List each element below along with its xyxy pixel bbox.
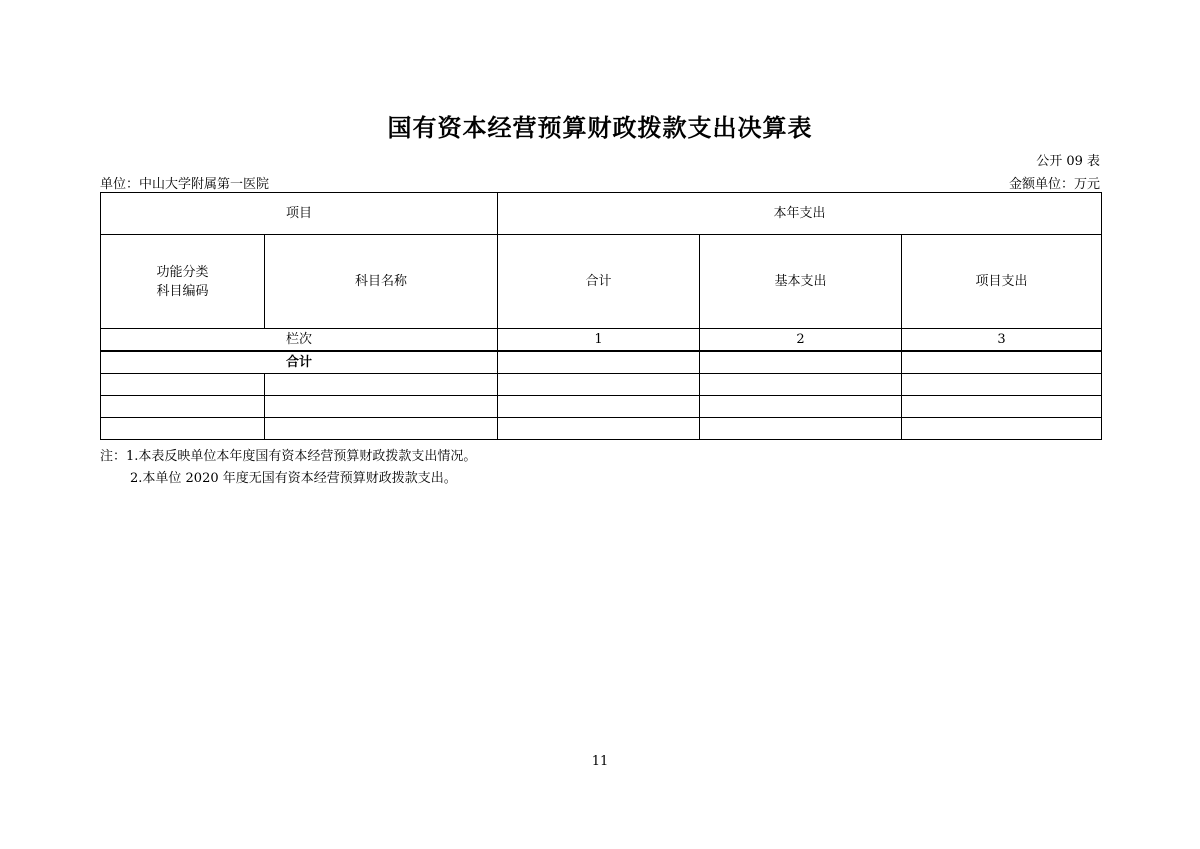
- sum-project-cell: [902, 351, 1102, 374]
- sum-row: [101, 351, 1102, 374]
- table-row: [101, 374, 1102, 396]
- expenditure-table: [100, 192, 1102, 440]
- header-item: 项目: [101, 193, 498, 235]
- note-2: 2.本单位 2020 年度无国有资本经营预算财政拨款支出。: [130, 471, 457, 486]
- notes: [100, 446, 476, 490]
- header-basic: 基本支出: [700, 235, 902, 329]
- header-project: 项目支出: [902, 235, 1102, 329]
- func-class-line2: 科目编码: [156, 283, 209, 299]
- header-current-year: 本年支出: [498, 193, 1102, 235]
- col-index-3: 3: [902, 329, 1102, 352]
- unit-label: 单位：中山大学附属第一医院: [100, 177, 270, 192]
- table-row: [101, 396, 1102, 418]
- sum-basic-cell: [700, 351, 902, 374]
- page-number: 11: [591, 754, 609, 769]
- column-index-row: [101, 329, 1102, 352]
- col-index-2: 2: [700, 329, 902, 352]
- col-index-1: 1: [498, 329, 700, 352]
- row-index-label: 栏次: [101, 329, 498, 352]
- amount-unit-label: 金额单位：万元: [1008, 177, 1100, 192]
- func-class-line1: 功能分类: [156, 264, 209, 280]
- form-number: 公开 09 表: [1036, 154, 1100, 169]
- sum-label: 合计: [101, 351, 498, 374]
- header-func-class: [101, 235, 265, 329]
- header-row-2: [101, 235, 1102, 329]
- note-1: 注：1.本表反映单位本年度国有资本经营预算财政拨款支出情况。: [100, 449, 477, 464]
- header-row-1: [101, 193, 1102, 235]
- header-total: 合计: [498, 235, 700, 329]
- page-title: 国有资本经营预算财政拨款支出决算表: [387, 114, 813, 142]
- table-row: [101, 418, 1102, 440]
- header-subject-name: 科目名称: [265, 235, 498, 329]
- sum-total-cell: [498, 351, 700, 374]
